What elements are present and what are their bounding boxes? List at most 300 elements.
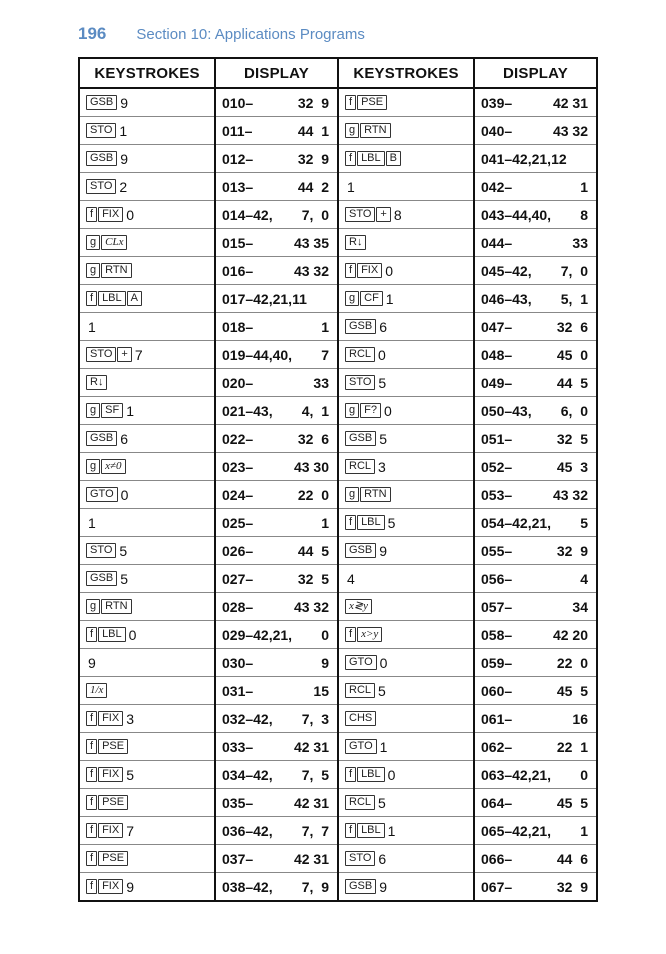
keystroke-digit: 0	[120, 486, 129, 503]
keystroke-cell	[338, 677, 474, 705]
key-label: GSB	[345, 879, 376, 894]
display-cell	[215, 537, 338, 565]
table-body	[79, 88, 597, 901]
header-display-left: DISPLAY	[215, 58, 338, 88]
keycode: 43 32	[552, 122, 588, 139]
line-number: 019–44,40,	[222, 346, 293, 363]
keystroke-cell	[338, 621, 474, 649]
keystroke-cell	[338, 117, 474, 145]
table-row	[79, 285, 597, 313]
key-label: FIX	[98, 879, 123, 894]
line-number: 056–	[481, 570, 513, 587]
display-cell	[474, 789, 597, 817]
program-listing-table	[78, 57, 598, 902]
key-label: f	[86, 767, 97, 782]
table-row	[79, 313, 597, 341]
key-label: g	[86, 403, 100, 418]
display-cell	[474, 257, 597, 285]
key-label: f	[86, 739, 97, 754]
line-number: 050–43,	[481, 402, 532, 419]
table-row	[79, 229, 597, 257]
keystroke-digit: 6	[379, 318, 388, 335]
key-label: GTO	[345, 655, 377, 670]
line-number: 047–	[481, 318, 513, 335]
keystroke-cell	[338, 285, 474, 313]
key-label: B	[386, 151, 401, 166]
display-cell	[215, 705, 338, 733]
key-label: PSE	[98, 795, 128, 810]
display-cell	[215, 257, 338, 285]
display-cell	[474, 733, 597, 761]
display-cell	[215, 341, 338, 369]
keystroke-cell	[338, 453, 474, 481]
display-cell	[215, 145, 338, 173]
key-label: f	[86, 711, 97, 726]
table-row	[79, 705, 597, 733]
keycode: 45 0	[556, 346, 588, 363]
line-number: 015–	[222, 234, 254, 251]
line-number: 052–	[481, 458, 513, 475]
key-label: LBL	[98, 627, 126, 642]
keycode: 42 31	[293, 738, 329, 755]
keycode: 42 31	[293, 850, 329, 867]
display-cell	[215, 229, 338, 257]
line-number: 024–	[222, 486, 254, 503]
table-row	[79, 621, 597, 649]
key-label: RTN	[360, 487, 390, 502]
key-label: g	[345, 487, 359, 502]
display-cell	[474, 509, 597, 537]
table-row	[79, 565, 597, 593]
keystroke-cell	[338, 649, 474, 677]
display-cell	[215, 845, 338, 873]
display-cell	[215, 481, 338, 509]
key-label: FIX	[98, 823, 123, 838]
keycode: 7, 0	[560, 262, 588, 279]
key-label: STO	[345, 375, 375, 390]
line-number: 011–	[222, 122, 253, 139]
keycode: 45 3	[556, 458, 588, 475]
keystroke-cell	[79, 705, 215, 733]
keystroke-cell	[79, 649, 215, 677]
line-number: 044–	[481, 234, 513, 251]
keystroke-digit: 9	[120, 94, 129, 111]
line-number: 018–	[222, 318, 254, 335]
keystroke-digit: 9	[88, 654, 96, 671]
line-number: 043–44,40,	[481, 206, 552, 223]
key-label: LBL	[357, 767, 385, 782]
key-label: f	[86, 823, 97, 838]
line-number: 059–	[481, 654, 513, 671]
key-label: GSB	[345, 319, 376, 334]
keystroke-cell	[79, 201, 215, 229]
display-cell	[215, 873, 338, 902]
line-number: 046–43,	[481, 290, 532, 307]
keystroke-digit: 1	[88, 514, 96, 531]
line-number: 042–	[481, 178, 513, 195]
key-label: f	[86, 879, 97, 894]
display-cell	[215, 761, 338, 789]
line-number: 027–	[222, 570, 254, 587]
keystroke-digit: 7	[134, 346, 143, 363]
line-number: 057–	[481, 598, 513, 615]
keystroke-digit: 0	[379, 654, 388, 671]
keystroke-cell	[79, 845, 215, 873]
table-row	[79, 817, 597, 845]
keystroke-cell	[79, 145, 215, 173]
keystroke-digit: 0	[387, 766, 396, 783]
line-number: 026–	[222, 542, 254, 559]
keycode: 32 9	[556, 542, 588, 559]
key-label: STO	[86, 179, 116, 194]
table-row	[79, 873, 597, 902]
display-cell	[215, 733, 338, 761]
display-cell	[215, 201, 338, 229]
keystroke-digit: 3	[126, 710, 134, 727]
table-row	[79, 397, 597, 425]
line-number: 066–	[481, 850, 513, 867]
keystroke-digit: 1	[88, 318, 96, 335]
key-label: x≠0	[101, 459, 125, 474]
line-number: 016–	[222, 262, 254, 279]
key-label: GSB	[86, 431, 117, 446]
line-number: 022–	[222, 430, 254, 447]
keystroke-digit: 0	[378, 346, 386, 363]
display-cell	[215, 677, 338, 705]
keystroke-digit: 7	[126, 822, 134, 839]
keycode: 33	[313, 374, 329, 391]
display-cell	[474, 705, 597, 733]
display-cell	[474, 873, 597, 902]
display-cell	[474, 369, 597, 397]
table-row	[79, 845, 597, 873]
keystroke-cell	[79, 117, 215, 145]
key-label: SF	[101, 403, 123, 418]
display-cell	[474, 845, 597, 873]
keystroke-cell	[338, 789, 474, 817]
keycode: 22 0	[556, 654, 588, 671]
keystroke-digit: 5	[379, 430, 388, 447]
keystroke-cell	[79, 677, 215, 705]
key-label: f	[345, 627, 356, 642]
display-cell	[474, 453, 597, 481]
keycode: 0	[580, 766, 588, 783]
keystroke-digit: 9	[379, 878, 388, 895]
table-row	[79, 593, 597, 621]
line-number: 021–43,	[222, 402, 273, 419]
line-number: 034–42,	[222, 766, 273, 783]
line-number: 038–42,	[222, 878, 273, 895]
display-cell	[474, 481, 597, 509]
keystroke-cell	[79, 761, 215, 789]
key-label: STO	[86, 123, 116, 138]
table-row	[79, 537, 597, 565]
display-cell	[474, 201, 597, 229]
table-row	[79, 453, 597, 481]
display-cell	[215, 509, 338, 537]
keystroke-cell	[79, 88, 215, 117]
keystroke-cell	[79, 789, 215, 817]
display-cell	[474, 117, 597, 145]
keystroke-cell	[338, 145, 474, 173]
keystroke-cell	[338, 425, 474, 453]
header-display-right: DISPLAY	[474, 58, 597, 88]
keystroke-cell	[79, 285, 215, 313]
line-number: 045–42,	[481, 262, 532, 279]
key-label: x>y	[357, 627, 382, 642]
keystroke-cell	[338, 88, 474, 117]
keystroke-cell	[79, 565, 215, 593]
key-label: f	[345, 151, 356, 166]
keycode: 42 20	[552, 626, 588, 643]
key-label: f	[345, 263, 356, 278]
table-row	[79, 88, 597, 117]
key-label: f	[86, 207, 97, 222]
section-title: Section 10: Applications Programs	[136, 26, 365, 43]
keycode: 4, 1	[301, 402, 329, 419]
display-cell	[215, 117, 338, 145]
key-label: GTO	[345, 739, 377, 754]
keycode: 15	[313, 682, 329, 699]
keycode: 43 30	[293, 458, 329, 475]
keycode: 33	[572, 234, 588, 251]
keycode: 44 2	[297, 178, 329, 195]
header-keystrokes-left: KEYSTROKES	[79, 58, 215, 88]
key-label: RTN	[360, 123, 390, 138]
keystroke-digit: 0	[383, 402, 392, 419]
keycode: 32 9	[297, 94, 329, 111]
key-label: g	[86, 235, 100, 250]
line-number: 031–	[222, 682, 254, 699]
keycode: 7, 7	[301, 822, 329, 839]
table-row	[79, 677, 597, 705]
key-label: GSB	[86, 571, 117, 586]
line-number: 049–	[481, 374, 513, 391]
display-cell	[215, 593, 338, 621]
keystroke-cell	[79, 369, 215, 397]
display-cell	[474, 565, 597, 593]
keycode: 43 32	[293, 262, 329, 279]
keystroke-digit: 3	[378, 458, 386, 475]
key-label: A	[127, 291, 142, 306]
display-cell	[474, 677, 597, 705]
display-cell	[474, 88, 597, 117]
line-number: 040–	[481, 122, 513, 139]
keystroke-digit: 9	[120, 150, 129, 167]
key-label: GTO	[86, 487, 118, 502]
keystroke-digit: 5	[378, 794, 386, 811]
display-cell	[474, 593, 597, 621]
keystroke-cell	[338, 537, 474, 565]
display-cell	[215, 369, 338, 397]
key-label: PSE	[98, 851, 128, 866]
key-label: GSB	[86, 151, 117, 166]
keycode: 7, 5	[301, 766, 329, 783]
line-number: 010–	[222, 94, 254, 111]
keystroke-digit: 0	[385, 262, 393, 279]
keystroke-cell	[79, 229, 215, 257]
display-cell	[215, 173, 338, 201]
key-label: g	[345, 403, 359, 418]
keystroke-cell	[338, 173, 474, 201]
line-number: 051–	[481, 430, 513, 447]
display-cell	[474, 341, 597, 369]
display-cell	[215, 621, 338, 649]
line-number: 067–	[481, 878, 513, 895]
display-cell	[215, 565, 338, 593]
display-cell	[215, 397, 338, 425]
key-label: FIX	[98, 767, 123, 782]
line-number: 012–	[222, 150, 254, 167]
keycode: 32 6	[297, 430, 329, 447]
key-label: GSB	[345, 543, 376, 558]
keystroke-cell	[338, 313, 474, 341]
keystroke-digit: 0	[128, 626, 137, 643]
keystroke-cell	[338, 481, 474, 509]
keystroke-digit: 5	[119, 542, 128, 559]
display-cell	[474, 145, 597, 173]
keystroke-digit: 1	[387, 822, 396, 839]
keystroke-cell	[338, 341, 474, 369]
line-number: 048–	[481, 346, 513, 363]
keycode: 43 32	[293, 598, 329, 615]
table-row	[79, 733, 597, 761]
keystroke-cell	[79, 341, 215, 369]
key-label: STO	[86, 543, 116, 558]
keystroke-cell	[79, 397, 215, 425]
display-cell	[474, 761, 597, 789]
keystroke-digit: 5	[126, 766, 134, 783]
table-row	[79, 341, 597, 369]
line-number: 033–	[222, 738, 254, 755]
key-label: f	[86, 795, 97, 810]
key-label: R↓	[86, 375, 107, 390]
keystroke-digit: 9	[379, 542, 388, 559]
keycode: 6, 0	[560, 402, 588, 419]
key-label: LBL	[357, 151, 385, 166]
key-label: f	[345, 823, 356, 838]
key-label: STO	[345, 851, 375, 866]
key-label: F?	[360, 403, 381, 418]
keycode: 5, 1	[560, 290, 588, 307]
key-label: LBL	[357, 823, 385, 838]
keycode: 44 6	[556, 850, 588, 867]
keycode: 22 1	[556, 738, 588, 755]
keystroke-cell	[79, 873, 215, 902]
line-number: 020–	[222, 374, 254, 391]
key-label: RCL	[345, 683, 375, 698]
keycode: 7, 9	[301, 878, 329, 895]
table-row	[79, 145, 597, 173]
key-label: CHS	[345, 711, 376, 726]
keystroke-digit: 2	[119, 178, 128, 195]
key-label: FIX	[357, 263, 382, 278]
keycode: 44 5	[556, 374, 588, 391]
keystroke-cell	[79, 313, 215, 341]
keycode: 0	[321, 626, 329, 643]
keystroke-cell	[79, 453, 215, 481]
table-row	[79, 509, 597, 537]
keycode: 5	[580, 514, 588, 531]
keycode: 1	[321, 514, 329, 531]
line-number: 058–	[481, 626, 513, 643]
table-row	[79, 117, 597, 145]
key-label: 1/x	[86, 683, 107, 698]
key-label: f	[345, 767, 356, 782]
key-label: g	[86, 459, 100, 474]
key-label: R↓	[345, 235, 366, 250]
keystroke-cell	[79, 733, 215, 761]
display-cell	[474, 621, 597, 649]
keystroke-digit: 1	[126, 402, 134, 419]
keystroke-cell	[338, 593, 474, 621]
line-number: 023–	[222, 458, 254, 475]
keycode: 45 5	[556, 794, 588, 811]
keycode: 9	[321, 654, 329, 671]
line-number: 039–	[481, 94, 513, 111]
keycode: 8	[580, 206, 588, 223]
line-number: 041–42,21,12	[481, 150, 567, 167]
keystroke-cell	[79, 173, 215, 201]
keycode: 44 1	[297, 122, 329, 139]
keycode: 42 31	[293, 794, 329, 811]
keystroke-cell	[338, 817, 474, 845]
keycode: 32 9	[297, 150, 329, 167]
keystroke-cell	[79, 257, 215, 285]
keystroke-cell	[338, 761, 474, 789]
keycode: 7, 0	[301, 206, 329, 223]
keycode: 32 5	[556, 430, 588, 447]
key-label: RCL	[345, 795, 375, 810]
display-cell	[215, 817, 338, 845]
line-number: 065–42,21,	[481, 822, 552, 839]
display-cell	[215, 649, 338, 677]
keystroke-cell	[338, 397, 474, 425]
keystroke-digit: 1	[379, 738, 388, 755]
key-label: f	[86, 291, 97, 306]
display-cell	[474, 649, 597, 677]
display-cell	[215, 285, 338, 313]
keystroke-cell	[79, 817, 215, 845]
key-label: LBL	[357, 515, 385, 530]
keycode: 32 6	[556, 318, 588, 335]
key-label: GSB	[345, 431, 376, 446]
keystroke-digit: 4	[347, 570, 355, 587]
keystroke-cell	[338, 509, 474, 537]
key-label: RTN	[101, 599, 131, 614]
display-cell	[474, 313, 597, 341]
line-number: 037–	[222, 850, 254, 867]
keystroke-cell	[338, 873, 474, 902]
key-label: g	[86, 599, 100, 614]
line-number: 064–	[481, 794, 513, 811]
key-label: RCL	[345, 459, 375, 474]
key-label: FIX	[98, 207, 123, 222]
keystroke-digit: 5	[378, 682, 386, 699]
keystroke-cell	[79, 621, 215, 649]
table-row	[79, 425, 597, 453]
line-number: 062–	[481, 738, 513, 755]
keycode: 32 5	[297, 570, 329, 587]
key-label: f	[345, 95, 356, 110]
key-label: RTN	[101, 263, 131, 278]
key-label: f	[345, 515, 356, 530]
key-label: CLx	[101, 235, 127, 250]
keycode: 44 5	[297, 542, 329, 559]
keystroke-cell	[79, 425, 215, 453]
key-label: x≷y	[345, 599, 372, 614]
keycode: 1	[321, 318, 329, 335]
